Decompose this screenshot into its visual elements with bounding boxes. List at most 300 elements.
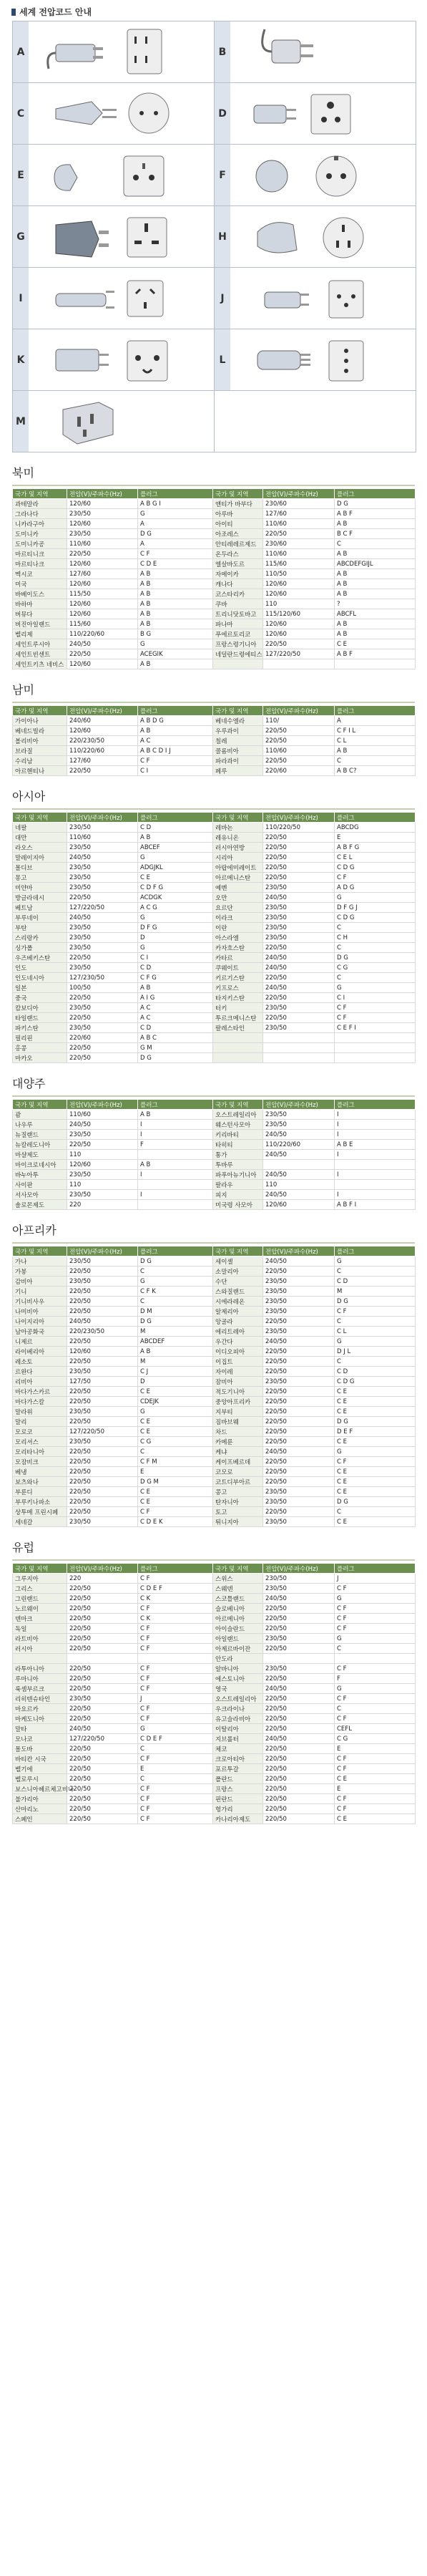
cell-country: 유고슬라비아 — [213, 1714, 263, 1724]
plug-row — [13, 21, 416, 83]
cell-voltage: 220/50 — [67, 953, 138, 963]
table-row — [13, 509, 416, 519]
cell-voltage: 220/50 — [263, 1694, 335, 1704]
cell-country: 부탄 — [13, 923, 67, 933]
cell-country: 서사모아 — [13, 1190, 67, 1200]
table-row — [13, 1734, 416, 1744]
cell-plug: A B F — [335, 509, 416, 519]
table-row — [13, 1367, 416, 1377]
table-row — [13, 1447, 416, 1457]
cell-country: 짐바브웨 — [213, 1417, 263, 1427]
plug-row — [13, 206, 416, 268]
table-row — [13, 833, 416, 843]
table-row — [13, 1487, 416, 1497]
uk-plug-icon — [49, 210, 192, 262]
plug-row — [13, 145, 416, 206]
voltage-table — [12, 1246, 416, 1527]
table-row — [13, 1457, 416, 1467]
cell-country: 우루과이 — [213, 726, 263, 736]
cell-voltage: 220/50 — [263, 1407, 335, 1417]
cell-voltage: 230/50 — [263, 1003, 335, 1013]
cell-country: 멕시코 — [13, 569, 67, 579]
cell-plug: C E — [335, 1467, 416, 1477]
region-divider — [12, 702, 415, 703]
cell-plug: ACDGK — [138, 893, 213, 903]
cell-voltage: 230/50 — [67, 529, 138, 539]
cell-country: 타일랜드 — [13, 1013, 67, 1023]
cell-plug: A — [138, 539, 213, 549]
cell-country: 미국 — [13, 579, 67, 589]
table-row — [13, 569, 416, 579]
cell-country: 뉴질랜드 — [13, 1130, 67, 1140]
cell-voltage: 240/50 — [263, 1337, 335, 1347]
cell-plug: C E — [138, 1387, 213, 1397]
cell-voltage: 220/50 — [67, 1357, 138, 1367]
cell-plug: A — [138, 519, 213, 529]
cell-voltage: 220/50 — [263, 1744, 335, 1754]
cell-plug: C F — [138, 1754, 213, 1764]
cell-plug: E — [138, 1467, 213, 1477]
cell-plug: I — [138, 1190, 213, 1200]
cell-plug: ABCDG — [335, 823, 416, 833]
cell-plug: D G — [335, 1497, 416, 1507]
cell-country: 아일랜드 — [213, 1634, 263, 1644]
cell-country: 에리트레아 — [213, 1327, 263, 1337]
cell-country: 네덜란드령에티스 — [213, 649, 263, 659]
cell-plug: A B D G — [138, 716, 213, 726]
table-row — [13, 923, 416, 933]
table-row — [13, 1377, 416, 1387]
cell-plug: C — [138, 1447, 213, 1457]
cell-plug: C F — [138, 1684, 213, 1694]
cell-country: 적도기니아 — [213, 1387, 263, 1397]
plug-letter: F — [215, 145, 230, 205]
cell-plug: I — [138, 1130, 213, 1140]
cell-voltage: 220/50 — [263, 843, 335, 853]
cell-country: 불가리아 — [13, 1794, 67, 1804]
cell-voltage: 220/50 — [67, 1634, 138, 1644]
cell-plug: I — [335, 1120, 416, 1130]
cell-voltage: 110 — [67, 1180, 138, 1190]
cell-voltage: 120/60 — [263, 579, 335, 589]
table-row — [13, 629, 416, 639]
cell-plug: A B G I — [138, 499, 213, 509]
cell-country: 루마니아 — [13, 1674, 67, 1684]
cell-country: 요르단 — [213, 903, 263, 913]
cell-voltage: 240/50 — [263, 1170, 335, 1180]
cell-voltage: 230/60 — [263, 539, 335, 549]
column-header-country: 국가 및 지역 — [13, 489, 67, 499]
cell-voltage: 220/50 — [67, 1714, 138, 1724]
cell-voltage: 230/50 — [263, 1487, 335, 1497]
cell-plug — [335, 1043, 416, 1053]
cell-plug: G — [138, 1724, 213, 1734]
cell-country: 웨스턴사모아 — [213, 1120, 263, 1130]
plug-letter: D — [215, 83, 230, 144]
cell-country: 그라나다 — [13, 509, 67, 519]
cell-voltage: 220/50 — [67, 1337, 138, 1347]
cell-voltage: 220/50 — [67, 1297, 138, 1307]
cell-voltage: 220/50 — [67, 1784, 138, 1794]
cell-country: 카자흐스탄 — [213, 943, 263, 953]
column-header-plug: 플러그 — [335, 813, 416, 823]
cell-plug: A C G — [138, 903, 213, 913]
plug-cell — [215, 21, 416, 83]
column-header-volt: 전압(V)/주파수(Hz) — [263, 1564, 335, 1574]
cell-plug: C E — [335, 1517, 416, 1527]
table-row — [13, 1347, 416, 1357]
cell-country: 시리아 — [213, 853, 263, 863]
column-header-volt: 전압(V)/주파수(Hz) — [67, 706, 138, 716]
cell-country: 바베이도스 — [13, 589, 67, 599]
cell-plug: C — [335, 1704, 416, 1714]
cell-country: 카나리아제도 — [213, 1814, 263, 1824]
cell-country: 마이크로네시아 — [13, 1160, 67, 1170]
cell-plug: C F — [335, 1013, 416, 1023]
cell-voltage: 220/50 — [67, 1774, 138, 1784]
cell-plug: I — [138, 1170, 213, 1180]
column-header-volt: 전압(V)/주파수(Hz) — [67, 1100, 138, 1110]
cell-country: 보스니아헤르체고비나 — [13, 1784, 67, 1794]
plug-cell — [13, 329, 215, 391]
cell-plug: C F I L — [335, 726, 416, 736]
cell-plug — [335, 1033, 416, 1043]
cell-voltage: 220/50 — [263, 943, 335, 953]
schuko-plug-icon — [250, 149, 393, 200]
cell-voltage: 230/50 — [67, 1517, 138, 1527]
column-header-country: 국가 및 지역 — [13, 813, 67, 823]
cell-plug: A B F G — [335, 843, 416, 853]
cell-country: 영국 — [213, 1684, 263, 1694]
cell-plug: M — [138, 1327, 213, 1337]
region-title: 대양주 — [12, 1077, 46, 1090]
cell-voltage: 230/50 — [67, 863, 138, 873]
cell-country: 오만 — [213, 893, 263, 903]
table-row — [13, 589, 416, 599]
column-header-plug: 플러그 — [138, 489, 213, 499]
cell-plug: D E F — [335, 1427, 416, 1437]
cell-plug: J — [138, 1694, 213, 1704]
cell-plug: A B — [138, 599, 213, 609]
cell-country: 타지키스탄 — [213, 993, 263, 1003]
cell-country: 말타 — [13, 1724, 67, 1734]
cell-plug: C F — [138, 1634, 213, 1644]
cell-voltage — [67, 1654, 138, 1664]
cell-plug: C J — [138, 1367, 213, 1377]
cell-country: 자메이카 — [213, 569, 263, 579]
cell-country: 콜롬비아 — [213, 746, 263, 756]
voltage-table — [12, 1563, 416, 1824]
cell-country: 코스타리카 — [213, 589, 263, 599]
cell-plug — [138, 1150, 213, 1160]
cell-country: 베냉 — [13, 1467, 67, 1477]
table-row — [13, 943, 416, 953]
cell-voltage: 220/50 — [263, 1477, 335, 1487]
cell-voltage: 230/50 — [67, 1190, 138, 1200]
euro-round-plug-icon — [49, 87, 192, 139]
cell-voltage: 220/50 — [67, 1053, 138, 1063]
cell-plug: ABCEF — [138, 843, 213, 853]
cell-country: 크로아티아 — [213, 1754, 263, 1764]
cell-country: 아르헨티나 — [13, 766, 67, 776]
cell-voltage: 240/60 — [67, 716, 138, 726]
cell-voltage: 220/50 — [67, 1307, 138, 1317]
cell-plug: ADGJKL — [138, 863, 213, 873]
cell-plug: F — [335, 1674, 416, 1684]
cell-voltage: 240/50 — [263, 1150, 335, 1160]
cell-plug: C I — [138, 953, 213, 963]
table-row — [13, 1497, 416, 1507]
cell-country: 가이아나 — [13, 716, 67, 726]
region-section — [0, 1221, 427, 1527]
french-plug-icon — [49, 149, 192, 200]
plug-row — [13, 268, 416, 329]
voltage-table — [12, 705, 416, 776]
region-section — [0, 1539, 427, 1824]
cell-voltage: 230/50 — [67, 883, 138, 893]
table-header-row — [13, 813, 416, 823]
cell-plug: C F — [335, 1794, 416, 1804]
cell-country: 아이티 — [213, 519, 263, 529]
table-row — [13, 1774, 416, 1784]
table-header-row — [13, 706, 416, 716]
cell-plug: G — [335, 1337, 416, 1347]
cell-plug: G — [138, 639, 213, 649]
table-row — [13, 1043, 416, 1053]
table-row — [13, 1150, 416, 1160]
cell-country: 남아공화국 — [13, 1327, 67, 1337]
cell-voltage: 230/50 — [263, 923, 335, 933]
cell-plug: D G M — [138, 1477, 213, 1487]
cell-voltage: 230/50 — [67, 1437, 138, 1447]
cell-plug: A B — [335, 579, 416, 589]
cell-voltage: 230/50 — [263, 1327, 335, 1337]
column-header-plug: 플러그 — [335, 706, 416, 716]
cell-voltage: 220/50 — [67, 1804, 138, 1814]
cell-country: 트리니닷토바고 — [213, 609, 263, 619]
cell-voltage: 220/50 — [263, 1367, 335, 1377]
table-row — [13, 746, 416, 756]
cell-voltage: 120/60 — [263, 1200, 335, 1210]
column-header-volt: 전압(V)/주파수(Hz) — [263, 813, 335, 823]
table-row — [13, 1317, 416, 1327]
cell-plug: C D — [335, 1277, 416, 1287]
cell-country: 레소토 — [13, 1357, 67, 1367]
cell-plug: A B — [138, 983, 213, 993]
table-row — [13, 913, 416, 923]
cell-plug: C E — [138, 1427, 213, 1437]
cell-voltage: 127/220/50 — [263, 649, 335, 659]
cell-voltage: 220/50 — [263, 1397, 335, 1407]
table-row — [13, 883, 416, 893]
cell-country: 바티칸 시국 — [13, 1754, 67, 1764]
cell-country: 페루 — [213, 766, 263, 776]
cell-plug: A D G — [335, 883, 416, 893]
table-row — [13, 1277, 416, 1287]
cell-plug: C — [335, 1267, 416, 1277]
cell-plug: ? — [335, 599, 416, 609]
cell-plug: C E — [335, 1437, 416, 1447]
table-row — [13, 1297, 416, 1307]
cell-voltage: 230/50 — [67, 1023, 138, 1033]
table-row — [13, 1664, 416, 1674]
cell-country: 말리 — [13, 1417, 67, 1427]
cell-country: 아르메니아 — [213, 1614, 263, 1624]
cell-plug: C D E — [138, 559, 213, 569]
cell-country: 앙골라 — [213, 1317, 263, 1327]
cell-plug: C E — [335, 639, 416, 649]
cell-country: 토고 — [213, 1507, 263, 1517]
cell-country: 말라위 — [13, 1407, 67, 1417]
plug-cell — [215, 329, 416, 391]
cell-plug: E — [335, 833, 416, 843]
cell-voltage: 240/50 — [263, 893, 335, 903]
table-row — [13, 1477, 416, 1487]
cell-plug: C — [138, 1774, 213, 1784]
cell-country: 칠레 — [213, 736, 263, 746]
cell-voltage: 220/50 — [263, 1427, 335, 1437]
cell-country: 나미비아 — [13, 1307, 67, 1317]
cell-voltage: 120/60 — [67, 609, 138, 619]
cell-plug: A I G — [138, 993, 213, 1003]
cell-plug: G — [335, 893, 416, 903]
cell-country: 캐나다 — [213, 579, 263, 589]
cell-country: 홍콩 — [13, 1043, 67, 1053]
cell-voltage: 220/50 — [67, 1664, 138, 1674]
table-row — [13, 519, 416, 529]
cell-voltage: 220/50 — [67, 1397, 138, 1407]
cell-country: 팔라우 — [213, 1180, 263, 1190]
cell-voltage: 220/50 — [263, 1794, 335, 1804]
voltage-table — [12, 1099, 416, 1210]
cell-voltage: 115/60 — [67, 619, 138, 629]
plug-letter: I — [13, 268, 29, 329]
cell-country: 아조레스 — [213, 529, 263, 539]
cell-voltage: 220/50 — [67, 1614, 138, 1624]
cell-voltage: 230/50 — [67, 509, 138, 519]
table-row — [13, 766, 416, 776]
table-row — [13, 649, 416, 659]
cell-plug: A B C — [138, 1033, 213, 1043]
plug-letter: J — [215, 268, 230, 329]
table-header-row — [13, 1100, 416, 1110]
cell-country: 스페인 — [13, 1814, 67, 1824]
cell-country: 팔레스타인 — [213, 1023, 263, 1033]
cell-plug: C — [138, 1297, 213, 1307]
table-row — [13, 1614, 416, 1624]
cell-voltage: 127/60 — [263, 509, 335, 519]
table-row — [13, 1674, 416, 1684]
cell-voltage: 230/50 — [263, 1517, 335, 1527]
column-header-plug: 플러그 — [335, 489, 416, 499]
plug-type-grid — [12, 21, 416, 452]
table-row — [13, 853, 416, 863]
cell-voltage: 220/60 — [67, 1033, 138, 1043]
cell-country: 통가 — [213, 1150, 263, 1160]
cell-country: 파키스탄 — [13, 1023, 67, 1033]
cell-voltage: 220/50 — [263, 1267, 335, 1277]
cell-country: 차드 — [213, 1427, 263, 1437]
cell-voltage: 220/230/50 — [67, 736, 138, 746]
cell-voltage: 230/50 — [67, 1407, 138, 1417]
cell-plug: G — [335, 1634, 416, 1644]
cell-plug: G — [138, 853, 213, 863]
cell-country: 세인트키츠 네비스 — [13, 659, 67, 669]
cell-country: 파라과이 — [213, 756, 263, 766]
cell-plug: C — [335, 1507, 416, 1517]
plug-cell — [13, 206, 215, 268]
cell-voltage: 240/50 — [67, 913, 138, 923]
cell-plug: C F M — [138, 1457, 213, 1467]
cell-plug: I — [138, 1120, 213, 1130]
cell-country: 모로코 — [13, 1427, 67, 1437]
cell-voltage: 240/50 — [263, 1734, 335, 1744]
column-header-volt: 전압(V)/주파수(Hz) — [67, 489, 138, 499]
cell-voltage: 220/50 — [263, 1467, 335, 1477]
cell-voltage: 120/60 — [67, 599, 138, 609]
region-section — [0, 788, 427, 1063]
column-header-volt: 전압(V)/주파수(Hz) — [263, 489, 335, 499]
column-header-country: 국가 및 지역 — [213, 1100, 263, 1110]
column-header-volt: 전압(V)/주파수(Hz) — [67, 1564, 138, 1574]
cell-country: 키르기스탄 — [213, 973, 263, 983]
cell-plug: C F — [138, 1644, 213, 1654]
cell-country — [213, 1053, 263, 1063]
cell-plug: A B — [138, 579, 213, 589]
cell-country: 몽고 — [13, 873, 67, 883]
cell-plug: C D — [138, 823, 213, 833]
cell-country: 케이프베르데 — [213, 1457, 263, 1467]
cell-voltage: 220/50 — [263, 1814, 335, 1824]
cell-voltage: 220/50 — [67, 1140, 138, 1150]
cell-plug: C F — [138, 1674, 213, 1684]
cell-plug: A B — [335, 629, 416, 639]
cell-voltage: 220/50 — [263, 1604, 335, 1614]
cell-voltage: 220/50 — [67, 1594, 138, 1604]
cell-plug: D G — [335, 499, 416, 509]
table-row — [13, 1053, 416, 1063]
cell-country: 우간다 — [213, 1337, 263, 1347]
cell-voltage: 230/50 — [263, 1023, 335, 1033]
cell-country: 콩고 — [213, 1487, 263, 1497]
cell-voltage: 240/50 — [67, 639, 138, 649]
cell-plug: C F — [335, 1584, 416, 1594]
cell-plug: C — [335, 1644, 416, 1654]
italian-plug-icon — [250, 334, 393, 385]
cell-voltage: 220/60 — [263, 766, 335, 776]
cell-country: 몰디브 — [13, 863, 67, 873]
cell-country: 마카오 — [13, 1053, 67, 1063]
cell-country: 알바니아 — [213, 1664, 263, 1674]
table-row — [13, 963, 416, 973]
cell-country: 이집트 — [213, 1357, 263, 1367]
cell-plug: E — [335, 1744, 416, 1754]
cell-plug — [138, 1180, 213, 1190]
cell-plug: C E — [335, 1407, 416, 1417]
table-row — [13, 1684, 416, 1694]
cell-plug: C F — [138, 1507, 213, 1517]
table-row — [13, 1337, 416, 1347]
cell-plug: CEFL — [335, 1724, 416, 1734]
cell-plug: C — [335, 1357, 416, 1367]
table-row — [13, 1190, 416, 1200]
cell-plug: G — [335, 1684, 416, 1694]
cell-voltage: 220/50 — [263, 1614, 335, 1624]
cell-plug: D G — [138, 1317, 213, 1327]
table-row — [13, 1200, 416, 1210]
table-row — [13, 863, 416, 873]
cell-voltage: 110/60 — [67, 833, 138, 843]
